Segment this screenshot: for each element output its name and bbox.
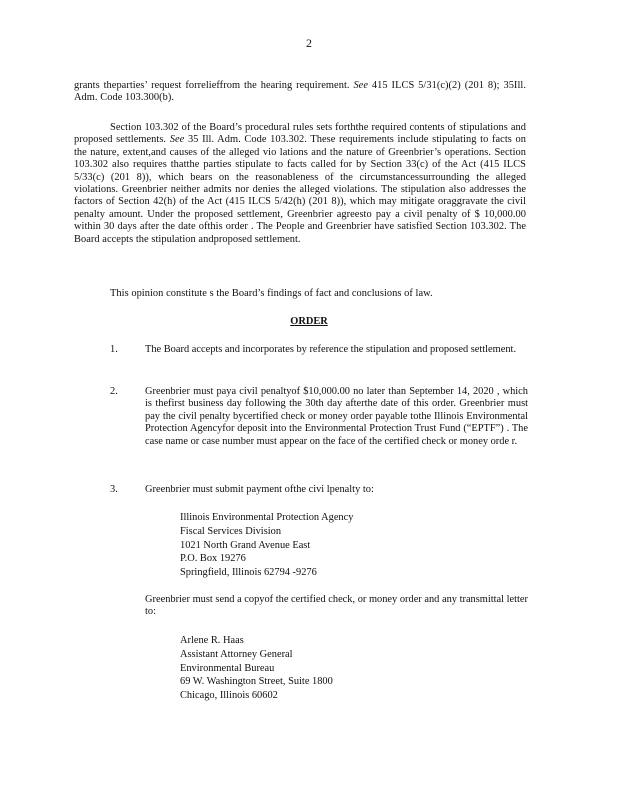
order-item-number: 2. (110, 386, 118, 397)
address-line: Fiscal Services Division (180, 525, 282, 537)
order-item-text: Greenbrier must submit payment ofthe civi lpenalty to: (145, 484, 374, 495)
grants-text-post: 415 ILCS 5/31(c)(2) (201 8); 35Ill. Adm. Code 103.300(b). (74, 80, 526, 104)
address-line: Environmental Bureau (180, 662, 275, 674)
paragraph-opinion: This opinion constitute s the Board’s findings of fact and conclusions of law. (110, 288, 433, 299)
order-item-text: Greenbrier must paya civil penaltyof $10,000.00 no later than September 14, 2020 , which is thefirst business day following the 30th day afterthe date of this order. Greenbrier must pay the civil penalty bycertified check or money order payable tothe Illinois Environmental Protection Agencyfor deposit into the Environmental Protection Trust Fund (“EPTF”) . The case name or case number must appear on the face of the certified check or money orde r. (145, 386, 528, 447)
address-line: Illinois Environmental Protection Agency (180, 512, 354, 523)
order-item-number: 3. (110, 484, 118, 495)
payment-address-block (180, 511, 353, 580)
address-line: Chicago, Illinois 60602 (180, 690, 278, 702)
address-line: Assistant Attorney General (180, 648, 293, 660)
grants-see-signal: See (353, 80, 369, 91)
copy-address-block (180, 634, 333, 703)
paragraph-section-103-302 (74, 122, 526, 246)
page-number: 2 (306, 36, 312, 50)
grants-text-pre: grants theparties’ request forrelieffrom the hearing requirement. (74, 80, 350, 91)
section-see-signal: See (169, 134, 185, 146)
send-copy-paragraph: Greenbrier must send a copyof the certified check, or money order and any transmittal letter to: (145, 594, 528, 618)
section-text-a: Section 103.302 of the Board’s procedural rules sets forththe required contents of stipulations and proposed settlements. (74, 122, 526, 146)
address-line: 1021 North Grand Avenue East (180, 539, 311, 551)
order-item-number: 1. (110, 344, 118, 355)
address-line: 69 W. Washington Street, Suite 1800 (180, 676, 333, 688)
section-text-b: 35 Ill. Adm. Code 103.302. These requirements include stipulating to facts on the nature, extent,and causes of the alleged vio lations and the nature of Greenbrier’s operations. Section 103.302 also requires thatthe parties stipulate to facts called for by Section 33(c) of the Act (415 ILCS 5/33(c) (201 8)), which bears on the reasonableness of the circumstancessurrounding the alleged violations. Greenbrier neither admits nor denies the alleged violations. The stipulation also addresses the factors of Section 42(h) of the Act (415 ILCS 5/42(h) (201 8)), which may mitigate oraggravate the civil penalty amount. Under the proposed settlement, Greenbrier agreesto pay a civil penalty of $ 10,000.00 within 30 days after the date ofthis order . The People and Greenbrier have satisfied Section 103.302. The Board accepts the stipulation andproposed settlement. (74, 134, 526, 245)
address-line: Springfield, Illinois 62794 -9276 (180, 567, 317, 579)
address-line: Arlene R. Haas (180, 635, 244, 646)
order-item-text: The Board accepts and incorporates by reference the stipulation and proposed settlement. (145, 344, 517, 355)
address-line: P.O. Box 19276 (180, 553, 246, 565)
paragraph-grants-request (74, 80, 526, 105)
order-heading: ORDER (290, 316, 328, 327)
